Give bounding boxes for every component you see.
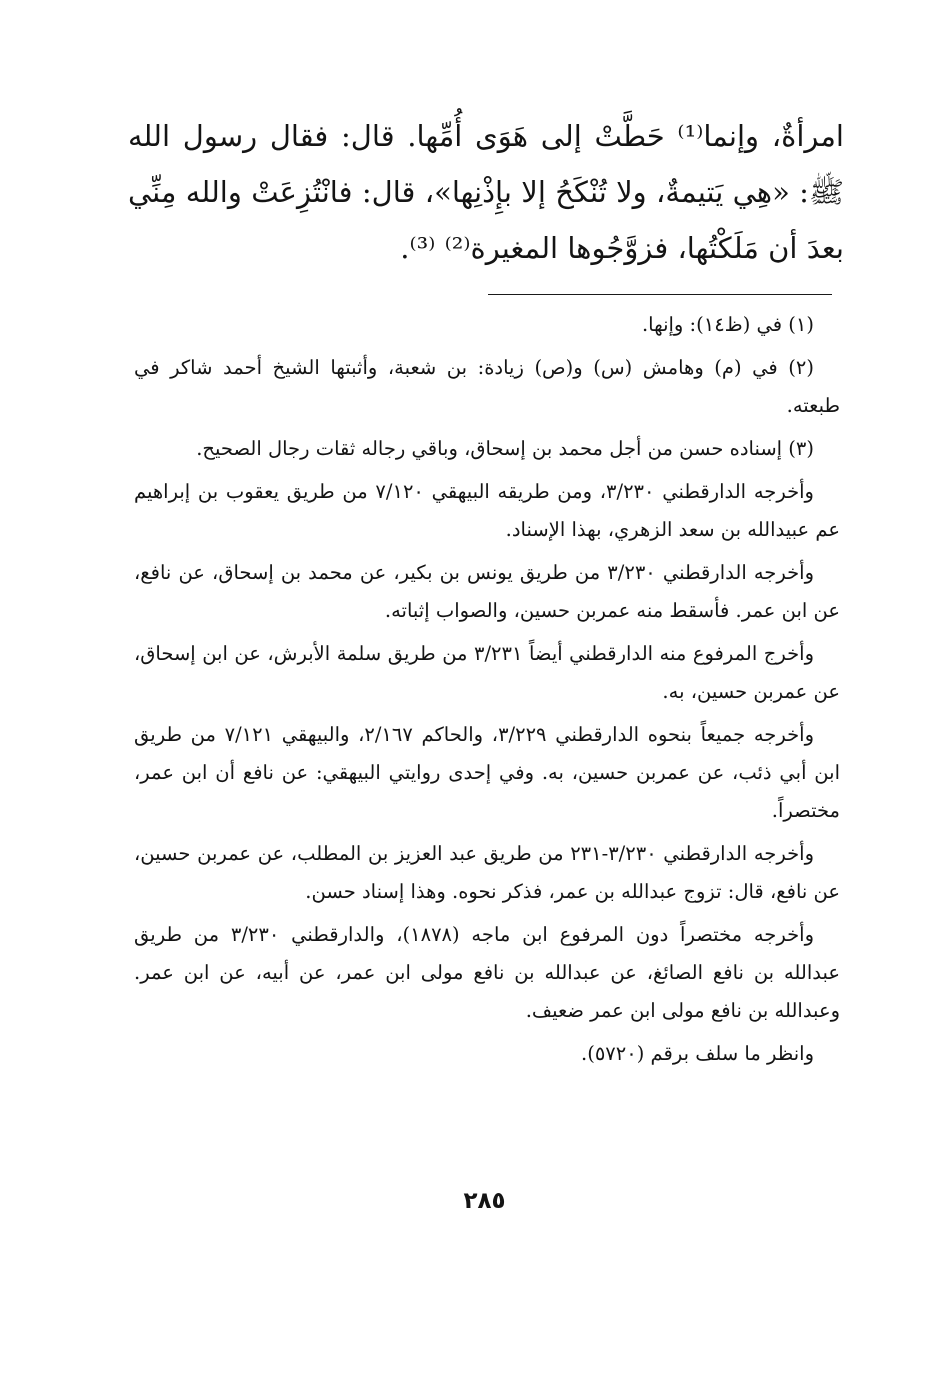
main-paragraph: امرأةٌ، وإنما⁽¹⁾ حَطَّتْ إلى هَوَى أُمِّها. قال: فقال رسول الله ﷺ: «هِي يَتيمةٌ، ولا تُنْكَحُ إلا بإِذْنِها»، قال: فانْتُزِعَتْ والله مِنِّي بعدَ أن مَلَكْتُها، فزوَّجُوها المغيرة⁽²⁾ ⁽³⁾. (128, 119, 844, 265)
footnote-3-takhrij-5: وأخرجه الدارقطني ٣/٢٣٠-٢٣١ من طريق عبد العزيز بن المطلب، عن عمربن حسين، عن نافع، قال: تزوج عبدالله بن عمر، فذكر نحوه. وهذا إسناد حسن. (134, 842, 840, 903)
footnote-3-see-also: وانظر ما سلف برقم (٥٧٢٠). (581, 1042, 814, 1065)
footnote-3-takhrij-3: وأخرج المرفوع منه الدارقطني أيضاً ٣/٢٣١ من طريق سلمة الأبرش، عن ابن إسحاق، عن عمربن حسين، به. (134, 642, 840, 703)
footnote-separator (488, 294, 832, 295)
footnotes-block (134, 306, 840, 1078)
main-text-block (128, 108, 844, 276)
footnote-1: (١) في (ظ١٤): وإنها. (641, 313, 814, 336)
footnote-3-takhrij-6: وأخرجه مختصراً دون المرفوع ابن ماجه (١٨٧٨)، والدارقطني ٣/٢٣٠ من طريق عبدالله بن نافع الصائغ، عن عبدالله بن نافع مولى ابن عمر، عن أبيه، عن ابن عمر. وعبدالله بن نافع مولى ابن عمر ضعيف. (134, 923, 840, 1022)
footnote-3-takhrij-4: وأخرجه جميعاً بنحوه الدارقطني ٣/٢٢٩، والحاكم ٢/١٦٧، والبيهقي ٧/١٢١ من طريق ابن أبي ذئب، عن عمربن حسين، به. وفي إحدى روايتي البيهقي: عن نافع أن ابن عمر، مختصراً. (134, 723, 840, 822)
footnote-3-takhrij-2: وأخرجه الدارقطني ٣/٢٣٠ من طريق يونس بن بكير، عن محمد بن إسحاق، عن نافع، عن ابن عمر. فأسقط منه عمربن حسين، والصواب إثباته. (134, 561, 840, 622)
footnote-3-takhrij-1: وأخرجه الدارقطني ٣/٢٣٠، ومن طريقه البيهقي ٧/١٢٠ من طريق يعقوب بن إبراهيم عم عبيدالله بن سعد الزهري، بهذا الإسناد. (134, 480, 840, 541)
page-number: ٢٨٥ (463, 1188, 506, 1214)
footnote-2: (٢) في (م) وهامش (س) و(ص) زيادة: بن شعبة، وأثبتها الشيخ أحمد شاكر في طبعته. (134, 356, 840, 417)
footnote-3: (٣) إسناده حسن من أجل محمد بن إسحاق، وباقي رجاله ثقات رجال الصحيح. (196, 437, 814, 460)
